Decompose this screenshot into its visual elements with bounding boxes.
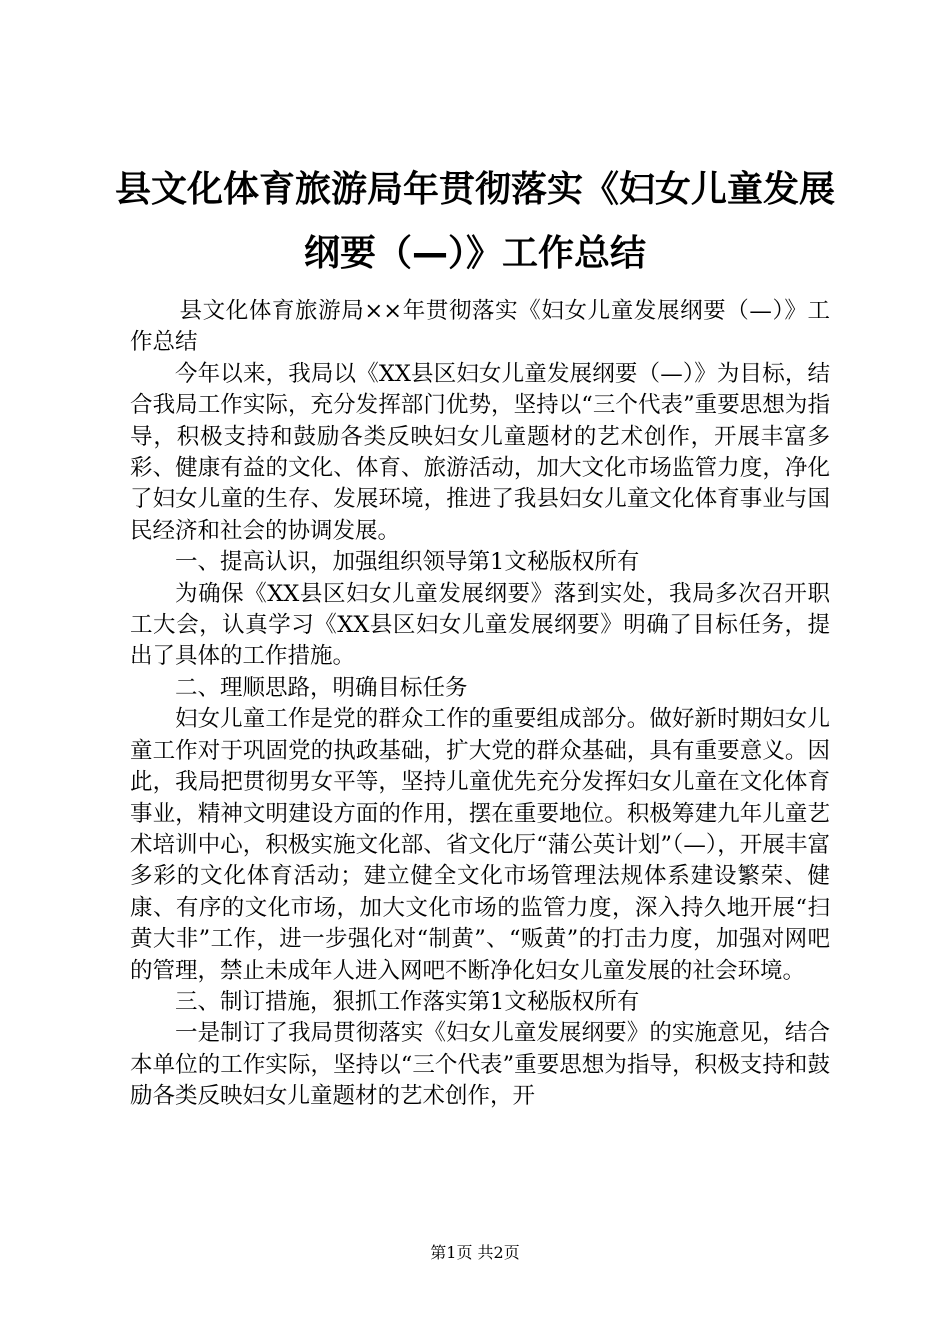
title-line-1: 县文化体育旅游局年贯彻落实《妇女儿童发展 — [114, 169, 835, 210]
section-heading-3: 三、制订措施，狠抓工作落实第1文秘版权所有 — [175, 988, 640, 1015]
document-body — [130, 296, 830, 1113]
title-line-2: 纲要（—）》工作总结 — [303, 233, 646, 274]
page-number-footer: 第1页 共2页 — [430, 1243, 520, 1262]
subtitle-paragraph: 县文化体育旅游局××年贯彻落实《妇女儿童发展纲要（—）》工作总结 — [130, 298, 830, 356]
document-title — [110, 158, 840, 286]
body-paragraph: 为确保《XX县区妇女儿童发展纲要》落到实处，我局多次召开职工大会，认真学习《XX县区妇女儿童发展纲要》明确了目标任务，提出了具体的工作措施。 — [130, 580, 830, 670]
body-paragraph: 妇女儿童工作是党的群众工作的重要组成部分。做好新时期妇女儿童工作对于巩固党的执政基础，扩大党的群众基础，具有重要意义。因此，我局把贯彻男女平等，坚持儿童优先充分发挥妇女儿童在文化体育事业，精神文明建设方面的作用，摆在重要地位。积极筹建九年儿童艺术培训中心，积极实施文化部、省文化厅“蒲公英计划”（—），开展丰富多彩的文化体育活动；建立健全文化市场管理法规体系建设繁荣、健康、有序的文化市场，加大文化市场的监管力度，深入持久地开展“扫黄大非”工作，进一步强化对“制黄”、“贩黄”的打击力度，加强对网吧的管理，禁止未成年人进入网吧不断净化妇女儿童发展的社会环境。 — [130, 706, 830, 984]
intro-paragraph: 今年以来，我局以《XX县区妇女儿童发展纲要（—）》为目标，结合我局工作实际，充分发挥部门优势，坚持以“三个代表”重要思想为指导，积极支持和鼓励各类反映妇女儿童题材的艺术创作，开展丰富多彩、健康有益的文化、体育、旅游活动，加大文化市场监管力度，净化了妇女儿童的生存、发展环境，推进了我县妇女儿童文化体育事业与国民经济和社会的协调发展。 — [130, 360, 830, 544]
section-heading-1: 一、提高认识，加强组织领导第1文秘版权所有 — [175, 549, 640, 576]
section-heading-2: 二、理顺思路，明确目标任务 — [175, 674, 468, 701]
body-paragraph: 一是制订了我局贯彻落实《妇女儿童发展纲要》的实施意见，结合本单位的工作实际，坚持以“三个代表”重要思想为指导，积极支持和鼓励各类反映妇女儿童题材的艺术创作，开 — [130, 1020, 830, 1110]
